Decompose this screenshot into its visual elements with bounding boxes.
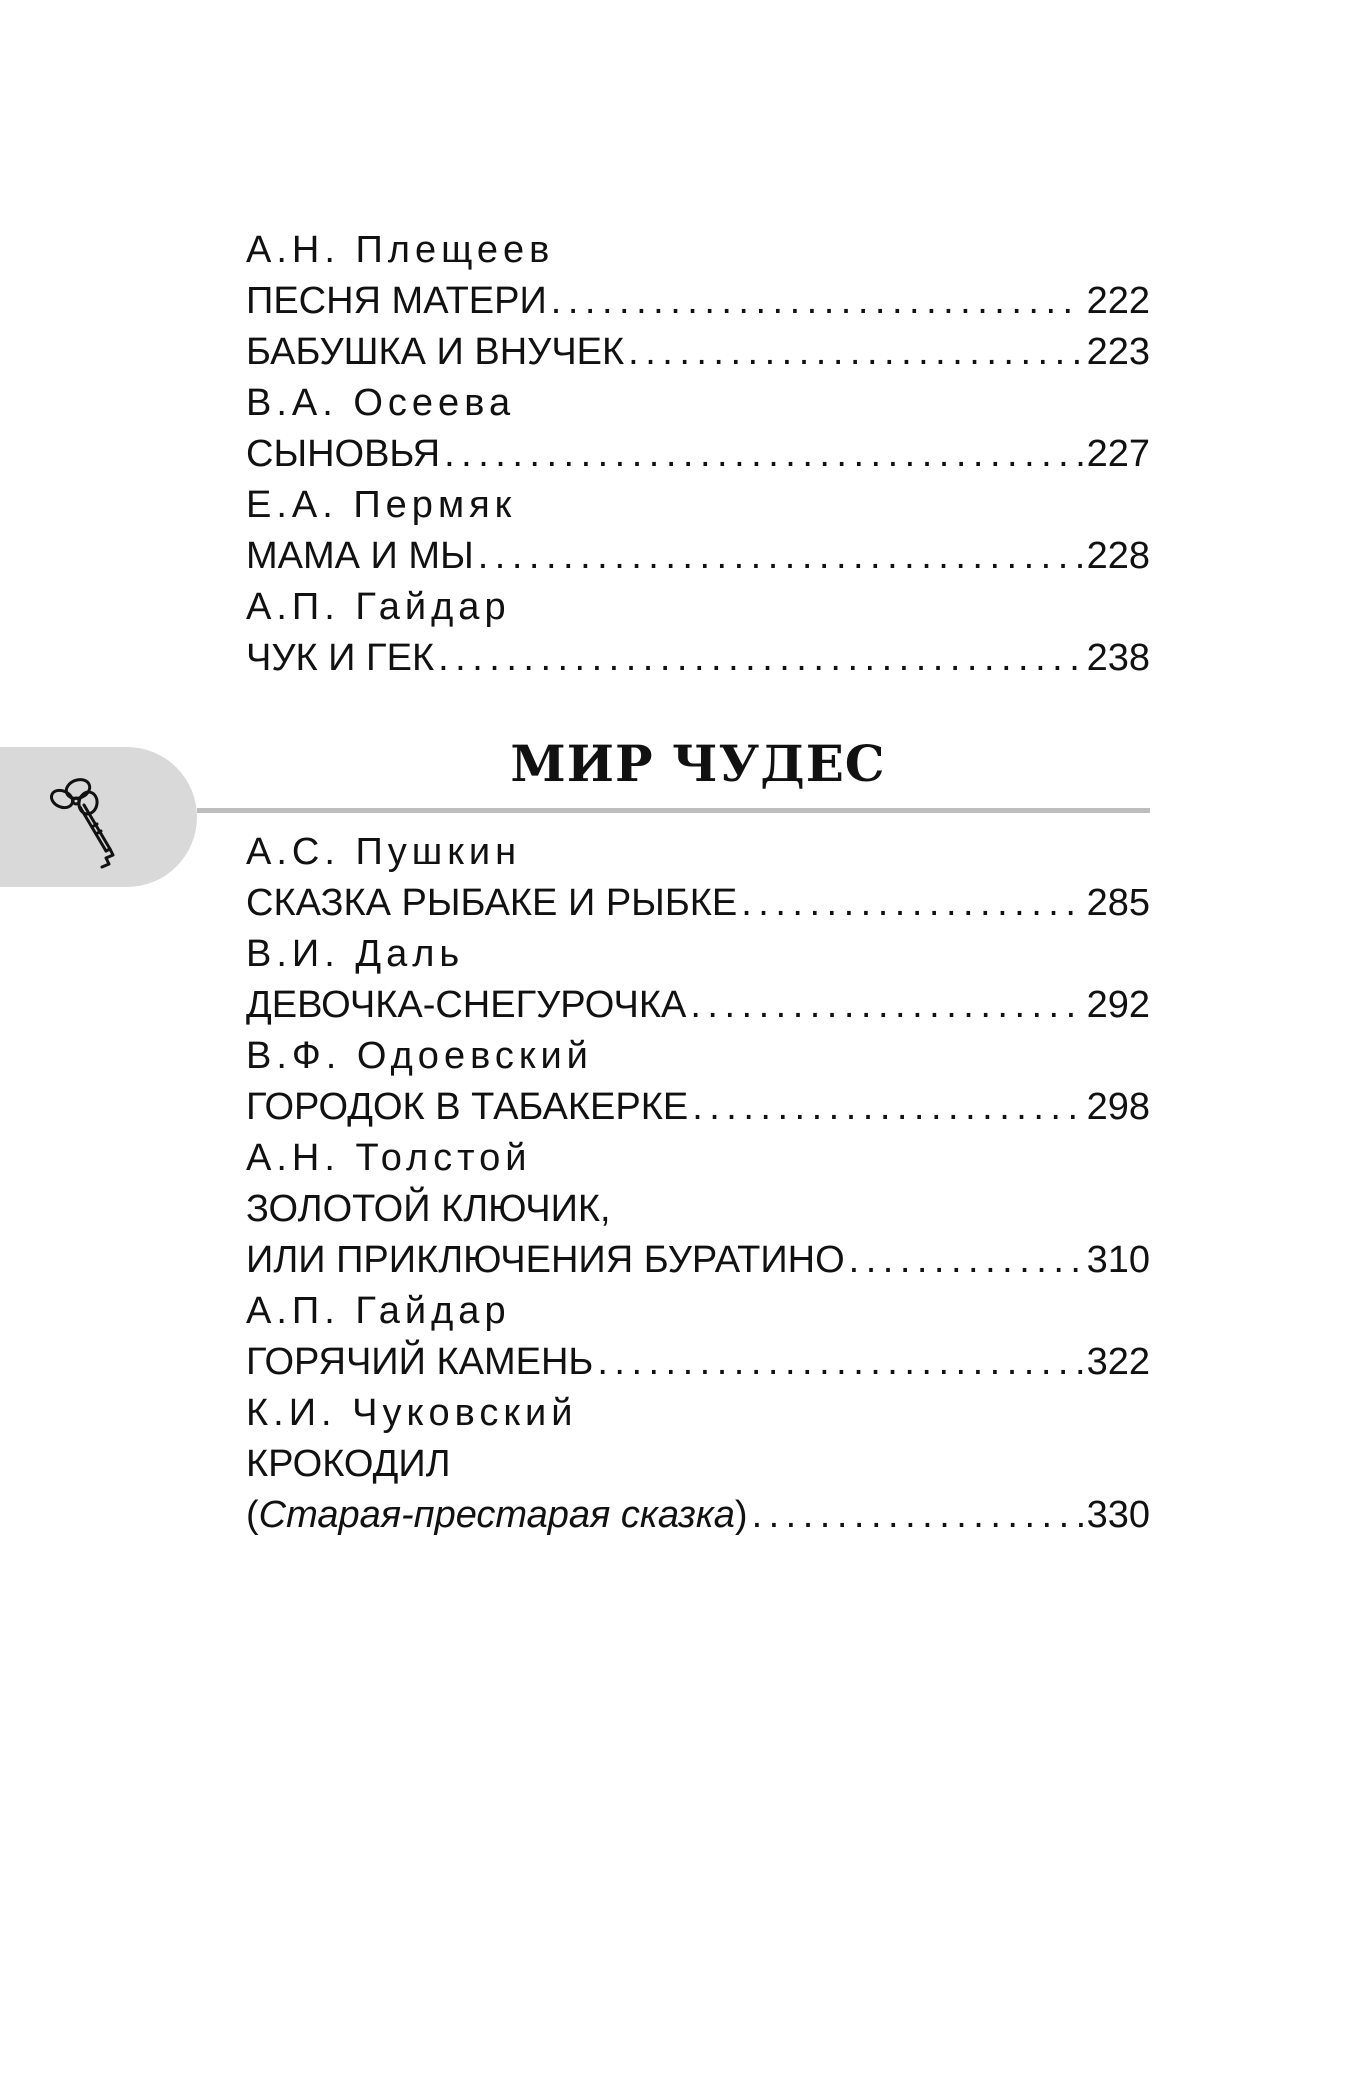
author-name: А.П. Гайдар [246, 1290, 511, 1332]
page-number: 292 [1086, 984, 1150, 1026]
author-name: В.Ф. Одоевский [246, 1035, 593, 1077]
page-number: 228 [1086, 535, 1150, 577]
author-name: А.Н. Плещеев [246, 229, 555, 271]
toc-entry[interactable] [246, 980, 1150, 1031]
page-number: 222 [1086, 280, 1150, 322]
page-number: 285 [1086, 882, 1150, 924]
toc-entry[interactable] [246, 878, 1150, 929]
page-number: 227 [1086, 433, 1150, 475]
entry-title: ПЕСНЯ МАТЕРИ [246, 280, 547, 322]
page-number: 322 [1086, 1341, 1150, 1383]
toc-entry[interactable] [246, 1337, 1150, 1388]
page-number: 238 [1086, 637, 1150, 679]
section-rule [197, 808, 1150, 813]
entry-subtitle: (Старая-престарая сказка) [246, 1494, 748, 1536]
dot-leader [551, 276, 1083, 327]
entry-title: ЧУК И ГЕК [246, 637, 435, 679]
section-tab [0, 747, 197, 887]
dot-leader [597, 1337, 1082, 1388]
toc-entry[interactable] [246, 1235, 1150, 1286]
subtitle-text: Старая-престарая сказка [258, 1494, 735, 1536]
entry-title: ГОРЯЧИЙ КАМЕНЬ [246, 1341, 594, 1383]
page-number: 310 [1086, 1239, 1150, 1281]
dot-leader [849, 1235, 1083, 1286]
toc-entry[interactable] [246, 531, 1150, 582]
toc-entry[interactable] [246, 1082, 1150, 1133]
page-number: 298 [1086, 1086, 1150, 1128]
entry-title: СКАЗКА РЫБАКЕ И РЫБКЕ [246, 882, 738, 924]
author-name: А.П. Гайдар [246, 586, 511, 628]
toc-entry[interactable] [246, 633, 1150, 684]
toc-section-1 [246, 225, 1150, 684]
toc-entry[interactable] [246, 1490, 1150, 1541]
dot-leader [628, 327, 1082, 378]
key-icon [40, 763, 136, 873]
entry-title: ГОРОДОК В ТАБАКЕРКЕ [246, 1086, 689, 1128]
page-number: 223 [1086, 331, 1150, 373]
toc-entry[interactable] [246, 276, 1150, 327]
author-name: А.С. Пушкин [246, 831, 522, 873]
author-name: В.А. Осеева [246, 382, 516, 424]
dot-leader [690, 980, 1082, 1031]
entry-title: СЫНОВЬЯ [246, 433, 441, 475]
entry-title: БАБУШКА И ВНУЧЕК [246, 331, 625, 373]
page-number: 330 [1086, 1494, 1150, 1536]
dot-leader [752, 1490, 1083, 1541]
author-name: Е.А. Пермяк [246, 484, 517, 526]
dot-leader [478, 531, 1083, 582]
author-name: А.Н. Толстой [246, 1137, 532, 1179]
dot-leader [741, 878, 1082, 929]
toc-section-2 [246, 827, 1150, 1541]
section-heading: МИР ЧУДЕС [510, 734, 886, 793]
toc-entry[interactable] [246, 327, 1150, 378]
entry-title: ДЕВОЧКА-СНЕГУРОЧКА [246, 984, 687, 1026]
author-name: В.И. Даль [246, 933, 465, 975]
entry-title-line[interactable]: ЗОЛОТОЙ КЛЮЧИК, [246, 1188, 611, 1230]
entry-title: МАМА И МЫ [246, 535, 474, 577]
entry-title: ИЛИ ПРИКЛЮЧЕНИЯ БУРАТИНО [246, 1239, 845, 1281]
author-name: К.И. Чуковский [246, 1392, 578, 1434]
dot-leader [444, 429, 1082, 480]
dot-leader [438, 633, 1083, 684]
entry-title-line[interactable]: КРОКОДИЛ [246, 1443, 451, 1485]
toc-entry[interactable] [246, 429, 1150, 480]
dot-leader [692, 1082, 1082, 1133]
